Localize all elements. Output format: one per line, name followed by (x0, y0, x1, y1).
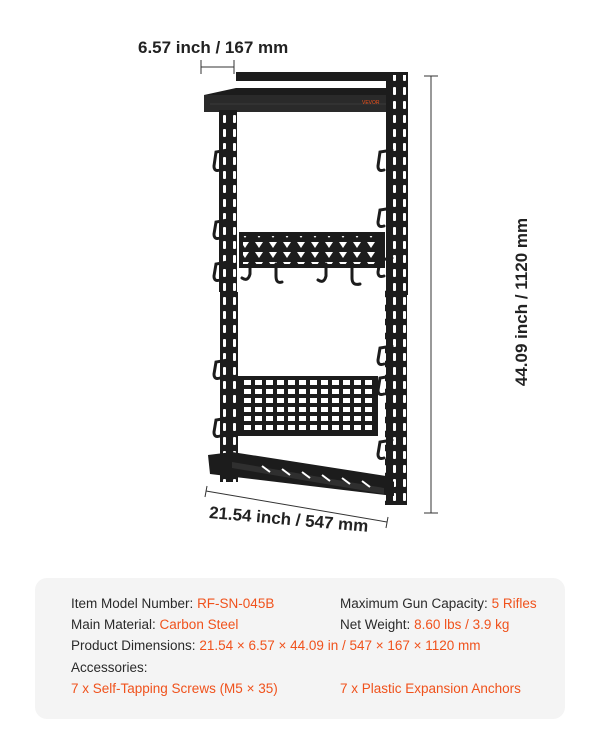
model-number-value: RF-SN-045B (197, 596, 275, 611)
net-weight-spec (340, 617, 509, 632)
brand-mark: VEVOR (362, 100, 380, 106)
material-spec (71, 617, 238, 632)
material-label: Main Material: (71, 617, 156, 632)
specification-card (35, 578, 565, 719)
height-dimension-marker (424, 76, 438, 513)
top-shelf (204, 72, 408, 112)
depth-dimension-marker (201, 60, 234, 74)
dimensions-value: 21.54 × 6.57 × 44.09 in / 547 × 167 × 1120 mm (199, 638, 481, 653)
net-weight-value: 8.60 lbs / 3.9 kg (414, 617, 510, 632)
net-weight-label: Net Weight: (340, 617, 411, 632)
dimensions-label: Product Dimensions: (71, 638, 196, 653)
grid-panel (238, 376, 378, 436)
width-dimension-label: 21.54 inch / 547 mm (208, 503, 370, 536)
accessories-label: Accessories: (71, 660, 148, 675)
model-number-label: Item Model Number: (71, 596, 194, 611)
gun-capacity-spec (340, 596, 537, 611)
gun-capacity-value: 5 Rifles (491, 596, 537, 611)
dimensions-spec (71, 638, 481, 653)
gun-capacity-label: Maximum Gun Capacity: (340, 596, 488, 611)
height-dimension-label: 44.09 inch / 1120 mm (512, 217, 531, 387)
depth-dimension-label: 6.57 inch / 167 mm (138, 38, 289, 57)
left-rail (219, 110, 238, 482)
accessory-anchors: 7 x Plastic Expansion Anchors (340, 681, 521, 696)
accessory-panel (239, 232, 385, 268)
model-number-spec (71, 596, 274, 611)
material-value: Carbon Steel (159, 617, 239, 632)
bottom-tray (208, 452, 394, 496)
accessory-screws: 7 x Self-Tapping Screws (M5 × 35) (71, 681, 278, 696)
